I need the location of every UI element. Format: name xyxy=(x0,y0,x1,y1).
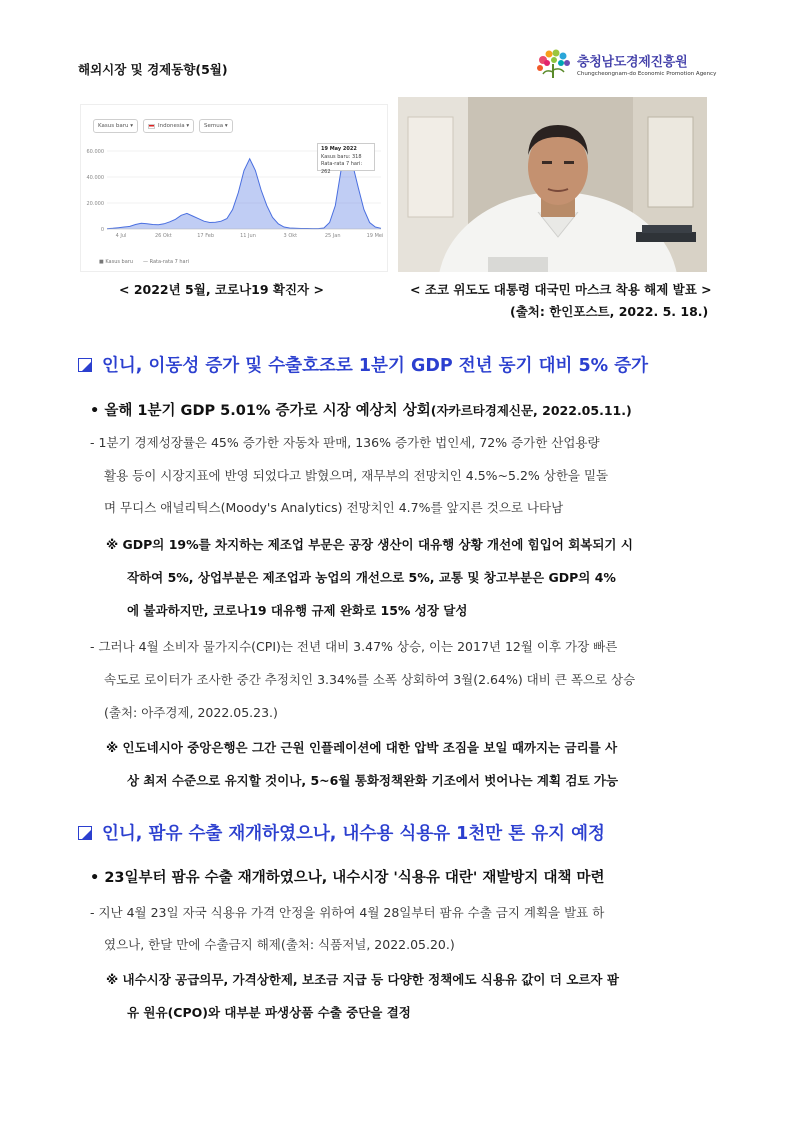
y-tick-label: 40.000 xyxy=(86,175,104,181)
legend-item-new-cases: ■ Kasus baru xyxy=(99,259,134,265)
x-tick-label: 26 Okt xyxy=(154,233,172,239)
section1-heading xyxy=(78,352,648,377)
x-tick-label: 25 Jan xyxy=(324,233,341,239)
x-tick-label: 4 Jul xyxy=(115,233,127,239)
y-tick-label: 0 xyxy=(100,227,104,233)
page-header-title: 해외시장 및 경제동향(5월) xyxy=(78,62,228,77)
section1-bullet: • 올해 1분기 GDP 5.01% 증가로 시장 예상치 상회(자카르타경제신문, 2022.05.11.) xyxy=(90,403,632,419)
chart-plot xyxy=(81,105,389,273)
s1-note1-line1: ※ GDP의 19%를 차지하는 제조업 부문은 공장 생산이 대유행 상황 개선에 힘입어 회복되기 시 xyxy=(106,537,633,552)
chart-tooltip: 19 May 2022 Kasus baru: 318 Rata-rata 7 hari: 262 xyxy=(317,143,375,171)
s1-para1-line2: 활용 등이 시장지표에 반영 되었다고 밝혔으며, 재무부의 전망치인 4.5%~5.2% 상한을 밑돌 xyxy=(104,468,609,483)
photo-caption: < 조코 위도도 대통령 대국민 마스크 착용 해제 발표 > xyxy=(410,282,712,297)
section-marker-icon xyxy=(78,358,92,372)
s2-para1-line2: 였으나, 한달 만에 수출금지 해제(출처: 식품저널, 2022.05.20.) xyxy=(104,937,455,952)
s2-para1-line1: - 지난 4월 23일 자국 식용유 가격 안정을 위하여 4월 28일부터 팜유 수출 금지 계획을 발표 하 xyxy=(90,905,605,920)
logo-name: 충청남도경제진흥원 xyxy=(577,55,688,70)
s1-para2-line1: - 그러나 4월 소비자 물가지수(CPI)는 전년 대비 3.47% 상승, 이는 2017년 12월 이후 가장 빠른 xyxy=(90,639,618,654)
section-marker-icon xyxy=(78,826,92,840)
section2-title: 인니, 팜유 수출 재개하였으나, 내수용 식용유 1천만 톤 유지 예정 xyxy=(102,824,605,844)
s2-note1-line2: 유 원유(CPO)와 대부분 파생상품 수출 중단을 결정 xyxy=(127,1005,411,1020)
section1-title: 인니, 이동성 증가 및 수출호조로 1분기 GDP 전년 동기 대비 5% 증가 xyxy=(102,356,649,376)
flower-logo-icon xyxy=(535,48,573,80)
y-tick-label: 60.000 xyxy=(86,149,104,155)
section2-bullet: • 23일부터 팜유 수출 재개하였으나, 내수시장 '식용유 대란' 재발방지 대책 마련 xyxy=(90,870,605,886)
x-tick-label: 11 Jun xyxy=(240,233,256,239)
s1-note2-line1: ※ 인도네시아 중앙은행은 그간 근원 인플레이션에 대한 압박 조짐을 보일 때까지는 금리를 사 xyxy=(106,740,618,755)
covid-cases-chart xyxy=(80,104,388,272)
section1-bullet-source: (자카르타경제신문, 2022.05.11.) xyxy=(430,403,632,418)
s1-para1-line1: - 1분기 경제성장률은 45% 증가한 자동차 판매, 136% 증가한 법인세, 72% 증가한 산업용량 xyxy=(90,435,600,450)
chart-legend xyxy=(99,259,189,265)
s2-note1-line1: ※ 내수시장 공급의무, 가격상한제, 보조금 지급 등 다양한 정책에도 식용유 값이 더 오르자 팜 xyxy=(106,972,619,987)
metric-select[interactable]: Kasus baru ▾ xyxy=(93,119,138,133)
s1-note1-line3: 에 불과하지만, 코로나19 대유행 규제 완화로 15% 성장 달성 xyxy=(127,603,468,618)
section1-bullet-text: 올해 1분기 GDP 5.01% 증가로 시장 예상치 상회 xyxy=(104,403,431,419)
s1-para2-line2: 속도로 로이터가 조사한 중간 추정치인 3.34%를 소폭 상회하여 3월(2.64%) 대비 큰 폭으로 상승 xyxy=(104,672,636,687)
s1-para1-line3: 며 무디스 애널리틱스(Moody's Analytics) 전망치인 4.7%를 앞지른 것으로 나타남 xyxy=(104,500,564,515)
logo-name-en: Chungcheongnam-do Economic Promotion Agency xyxy=(577,71,717,77)
legend-item-7day-avg: — Rata-rata 7 hari xyxy=(143,259,190,265)
period-select[interactable]: Semua ▾ xyxy=(199,119,233,133)
section2-bullet-text: 23일부터 팜유 수출 재개하였으나, 내수시장 '식용유 대란' 재발방지 대책 마련 xyxy=(104,870,605,886)
s1-note2-line2: 상 최저 수준으로 유지할 것이나, 5~6월 통화정책완화 기조에서 벗어나는 계획 검토 가능 xyxy=(127,773,619,788)
country-select[interactable]: Indonesia ▾ xyxy=(143,119,194,133)
agency-logo xyxy=(535,46,717,82)
chart-caption: < 2022년 5월, 코로나19 확진자 > xyxy=(119,282,324,297)
s1-note1-line2: 작하여 5%, 상업부분은 제조업과 농업의 개선으로 5%, 교통 및 창고부분은 GDP의 4% xyxy=(127,570,616,585)
x-tick-label: 19 Mei xyxy=(366,233,384,239)
photo-source: (출처: 한인포스트, 2022. 5. 18.) xyxy=(510,304,709,319)
y-tick-label: 20.000 xyxy=(86,201,104,207)
s1-para2-line3: (출처: 아주경제, 2022.05.23.) xyxy=(104,705,278,720)
x-tick-label: 17 Feb xyxy=(197,233,215,239)
x-tick-label: 3 Okt xyxy=(283,233,298,239)
president-photo xyxy=(398,97,707,272)
section2-heading xyxy=(78,820,605,845)
